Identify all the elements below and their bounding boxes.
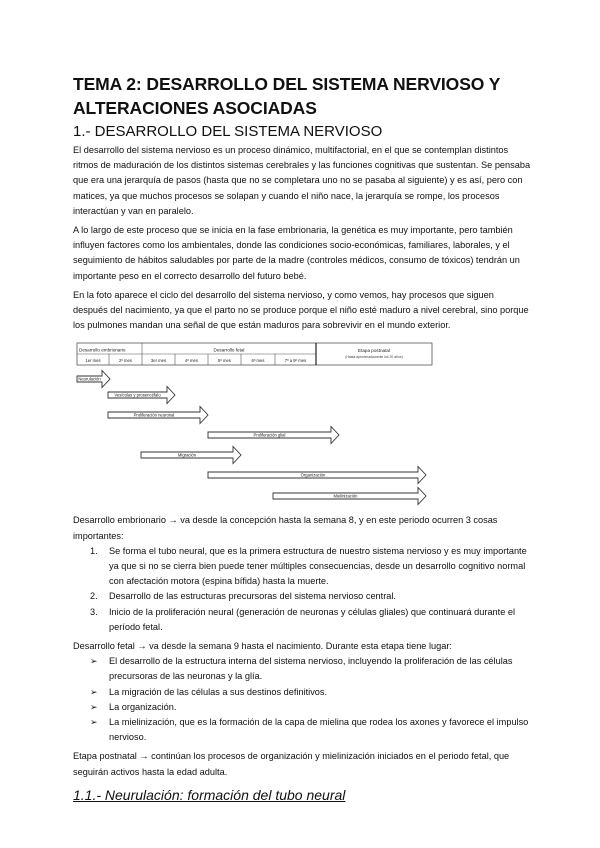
list-number: 2. xyxy=(90,591,98,602)
paragraph: A lo largo de este proceso que se inicia en la fase embrionaria, la genética es muy importante, pero también influyen factores como los ambientales, donde las condiciones socio-económicas, familiares, laborales, y el seguimiento de hábitos saludables por parte de la madre (controles médicos, consumo de tóxicos) tendrán un importante peso en el correcto desarrollo del futuro bebé. xyxy=(73,225,520,281)
list-text: La migración de las células a sus destinos definitivos. xyxy=(109,686,328,697)
fetal-list xyxy=(73,654,531,745)
process-label: Organización xyxy=(300,472,326,478)
month-label: 5º mes xyxy=(218,358,231,364)
list-item xyxy=(73,715,531,745)
postnatal-paragraph: Etapa postnatal → continúan los procesos de organización y mielinización iniciados en el periodo fetal, que seguirán activos hasta la edad adulta. xyxy=(73,751,510,777)
month-label: 7º a 9º mes xyxy=(284,358,307,364)
fetal-intro: Desarrollo fetal → va desde la semana 9 hasta el nacimiento. Durante esta etapa tiene lugar: xyxy=(73,641,452,652)
month-label: 1er mes xyxy=(85,358,101,364)
list-item xyxy=(73,605,531,635)
list-text: Inicio de la proliferación neural (generación de neuronas y células gliales) que continuará durante el período fetal. xyxy=(109,606,516,632)
month-label: 6º mes xyxy=(251,358,265,364)
list-text: Desarrollo de las estructuras precursoras del sistema nervioso central. xyxy=(109,591,396,602)
process-label: Proliferación neuronal xyxy=(133,412,175,418)
list-item xyxy=(73,700,531,715)
month-label: 4º mes xyxy=(185,358,198,364)
process-label: Migración xyxy=(177,452,197,458)
document-title: TEMA 2: DESARROLLO DEL SISTEMA NERVIOSO Y ALTERACIONES ASOCIADAS xyxy=(73,74,500,118)
document-page xyxy=(73,72,531,804)
process-label: Neurulación xyxy=(78,376,101,382)
process-label: Mielinización xyxy=(333,493,358,499)
arrow-bullet-icon: ➢ xyxy=(90,717,98,728)
month-label: 2º mes xyxy=(119,358,132,364)
arrow-bullet-icon: ➢ xyxy=(90,701,98,712)
list-item xyxy=(73,685,531,700)
embryonic-list xyxy=(73,544,531,635)
month-label: 3er mes xyxy=(150,358,167,364)
embryonic-intro: Desarrollo embrionario → va desde la concepción hasta la semana 8, y en este periodo ocurren 3 cosas importantes: xyxy=(73,515,498,541)
list-number: 3. xyxy=(90,606,98,617)
timeline-svg xyxy=(70,337,530,507)
arrow-bullet-icon: ➢ xyxy=(90,656,98,667)
process-label: Proliferación glial xyxy=(253,432,286,438)
paragraph: El desarrollo del sistema nervioso es un proceso dinámico, multifactorial, en el que se contemplan distintos ritmos de maduración de los distintos sistemas cerebrales y las funciones cognitivas que sustentan. Se pensaba que era una jerarquía de pasos (hasta que no se completara uno no se pasaba al siguiente) y es así, pero con matices, ya que muchos procesos se solapan y cuando el niño nace, la jerarquía se rompe, los procesos interactúan y van en paralelo. xyxy=(73,145,531,216)
arrow-bullet-icon: ➢ xyxy=(90,686,98,697)
list-text: La organización. xyxy=(109,701,177,712)
period-sublabel-postnatal: (Hasta aproximadamente los 20 años) xyxy=(345,355,403,360)
list-text: Se forma el tubo neural, que es la primera estructura de nuestro sistema nervioso y es muy importante ya que si no se cierra bien puede tener múltiples consecuencias, desde un desarrollo cognitivo normal con afectación motora (espina bífida) hasta la muerte. xyxy=(109,545,527,587)
list-number: 1. xyxy=(90,545,98,556)
period-label-fetal: Desarrollo fetal xyxy=(213,347,245,353)
process-label: Vesículas y prosencéfalo xyxy=(114,392,161,398)
section-heading: 1.- DESARROLLO DEL SISTEMA NERVIOSO xyxy=(73,123,383,140)
subsection-heading: 1.1.- Neurulación: formación del tubo neural xyxy=(73,786,346,803)
list-item xyxy=(73,544,531,590)
paragraph: En la foto aparece el ciclo del desarrollo del sistema nervioso, y como vemos, hay procesos que siguen después del nacimiento, ya que el parto no se produce porque el niño esté maduro a nivel cerebral, sino porque los pulmones mandan una señal de que están maduros para sobrevivir en el mundo exterior. xyxy=(73,289,529,331)
period-label-embryonic: Desarrollo embrionario xyxy=(79,347,126,353)
list-text: El desarrollo de la estructura interna del sistema nervioso, incluyendo la proliferación de las células precursoras de las neuronas y la glía. xyxy=(109,656,513,682)
list-text: La mielinización, que es la formación de la capa de mielina que rodea los axones y favorece el impulso nervioso. xyxy=(109,717,529,743)
development-timeline-diagram xyxy=(70,337,530,507)
list-item xyxy=(73,589,531,604)
list-item xyxy=(73,654,531,684)
period-label-postnatal: Etapa postnatal xyxy=(358,348,390,354)
